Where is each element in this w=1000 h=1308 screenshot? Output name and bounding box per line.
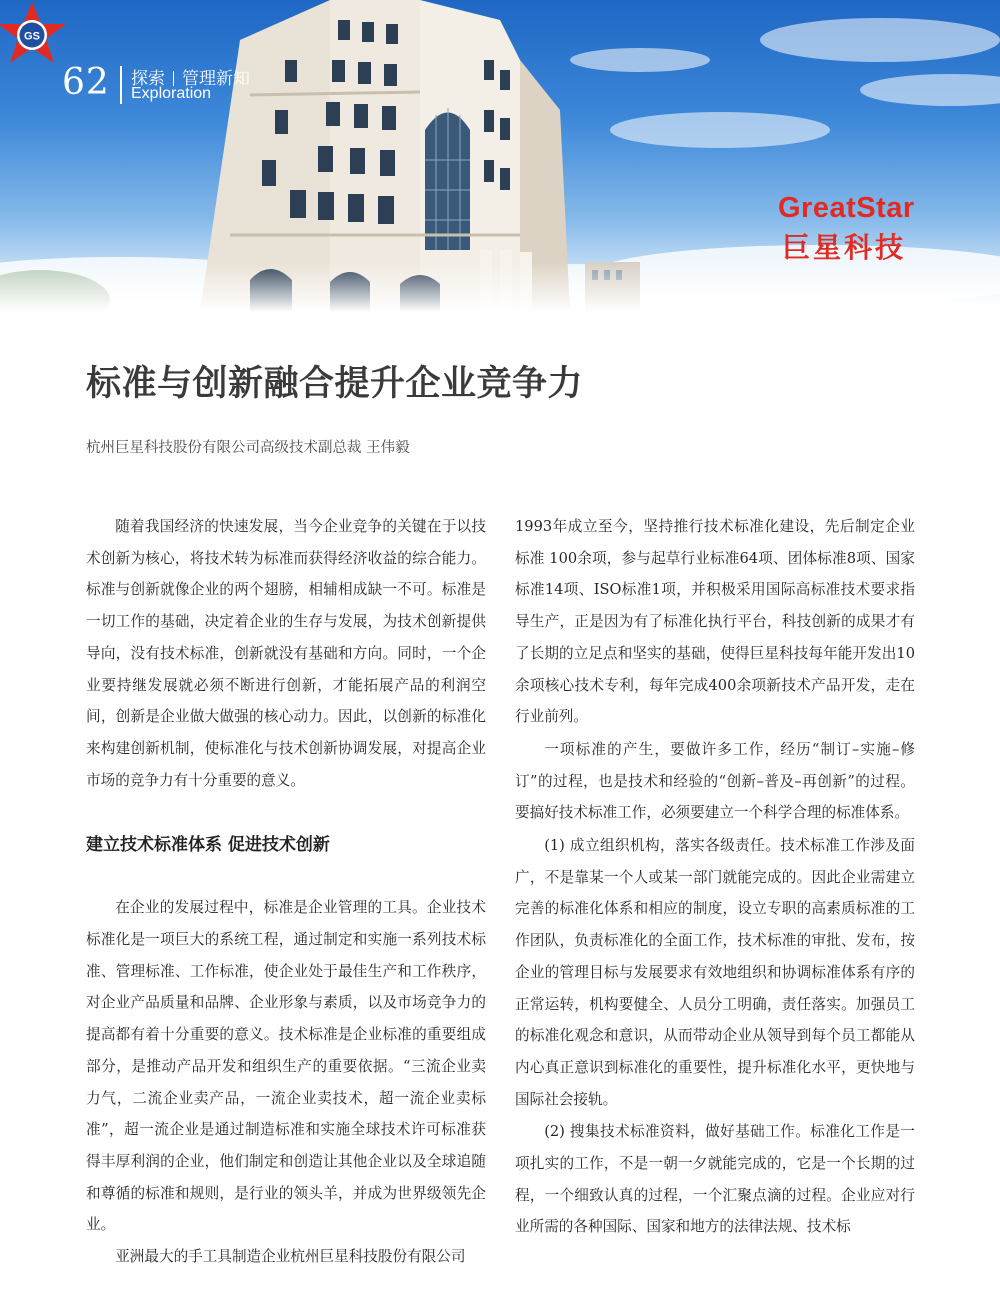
right-paragraph-2: 一项标准的产生，要做许多工作，经历“制订–实施–修订”的过程，也是技术和经验的“创新–普及–再创新”的过程。要搞好技术标准工作，必须要建立一个科学合理的标准体系。 [515,740,915,822]
right-column [515,511,915,1243]
star-badge-icon [0,2,66,63]
left-column [86,511,486,1273]
section-primary: 探索 [131,69,165,89]
greatstar-logo [0,0,220,72]
left-paragraph-1: 随着我国经济的快速发展，当今企业竞争的关键在于以技术创新为核心，将技术转为标准而获得经济收益的综合能力。标准与创新就像企业的两个翅膀，相辅相成缺一不可。标准是一切工作的基础，决定着企业的生存与发展，为技术创新提供导向，没有技术标准，创新就没有基础和方向。同时，一个企业要持继发展就必须不断进行创新，才能拓展产品的利润空间，创新是企业做大做强的核心动力。因此，以创新的标准化来构建创新机制，使标准化与技术创新协调发展，对提高企业市场的竞争力有十分重要的意义。 [86,518,486,789]
section-secondary: 管理新知 [182,69,250,89]
right-paragraph-4: (2) 搜集技术标准资料，做好基础工作。标准化工作是一项扎实的工作，不是一朝一夕就能完成的，它是一个长期的过程，一个细致认真的过程，一个汇聚点滴的过程。企业应对行业所需的各种国际、国家和地方的法律法规、技术标 [515,1123,915,1236]
left-paragraph-2: 在企业的发展过程中，标准是企业管理的工具。企业技术标准化是一项巨大的系统工程，通过制定和实施一系列技术标准、管理标准、工作标准，使企业处于最佳生产和工作秩序，对企业产品质量和品牌、企业形象与素质，以及市场竞争力的提高都有着十分重要的意义。技术标准是企业标准的重要组成部分，是推动产品开发和组织生产的重要依据。“三流企业卖力气，二流企业卖产品，一流企业卖技术，超一流企业卖标准”，超一流企业是通过制造标准和实施全球技术许可标准获得丰厚利润的企业，他们制定和创造让其他企业以及全球追随和尊循的标准和规则，是行业的领头羊，并成为世界级领先企业。 [86,899,486,1234]
hero-banner [0,0,1000,312]
left-paragraph-3: 亚洲最大的手工具制造企业杭州巨星科技股份有限公司 [115,1248,466,1266]
article-byline: 杭州巨星科技股份有限公司高级技术副总裁 王伟毅 [86,440,410,456]
svg-text:GS: GS [24,30,40,43]
section-heading: 建立技术标准体系 促进技术创新 [86,835,330,856]
logo-name-en: GreatStar [778,192,915,224]
section-separator [173,71,174,86]
right-paragraph-1: 1993年成立至今，坚持推行技术标准化建设，先后制定企业标准 100余项，参与起草行业标准64项、团体标准8项、国家标准14项、ISO标准1项，并积极采用国际高标准技术要求指导生产，正是因为有了标准化执行平台，科技创新的成果才有了长期的立足点和坚实的基础，使得巨星科技每年能开发出10余项核心技术专利，每年完成400余项新技术产品开发，走在行业前列。 [515,518,915,726]
article-title: 标准与创新融合提升企业竞争力 [86,364,584,404]
page-number: 62 [62,62,110,103]
right-paragraph-3: (1) 成立组织机构，落实各级责任。技术标准工作涉及面广，不是靠某一个人或某一部门就能完成的。因此企业需建立完善的标准化体系和相应的制度，设立专职的高素质标准的工作团队，负责标准化的全面工作，技术标准的审批、发布，按企业的管理目标与发展要求有效地组织和协调标准体系有序的正常运转，机构要健全、人员分工明确，责任落实。加强员工的标准化观念和意识，从而带动企业从领导到每个员工都能从内心真正意识到标准化的重要性，提升标准化水平，更快地与国际社会接轨。 [515,837,915,1108]
logo-name-cn: 巨星科技 [782,231,907,264]
section-label-en: Exploration [131,85,212,102]
